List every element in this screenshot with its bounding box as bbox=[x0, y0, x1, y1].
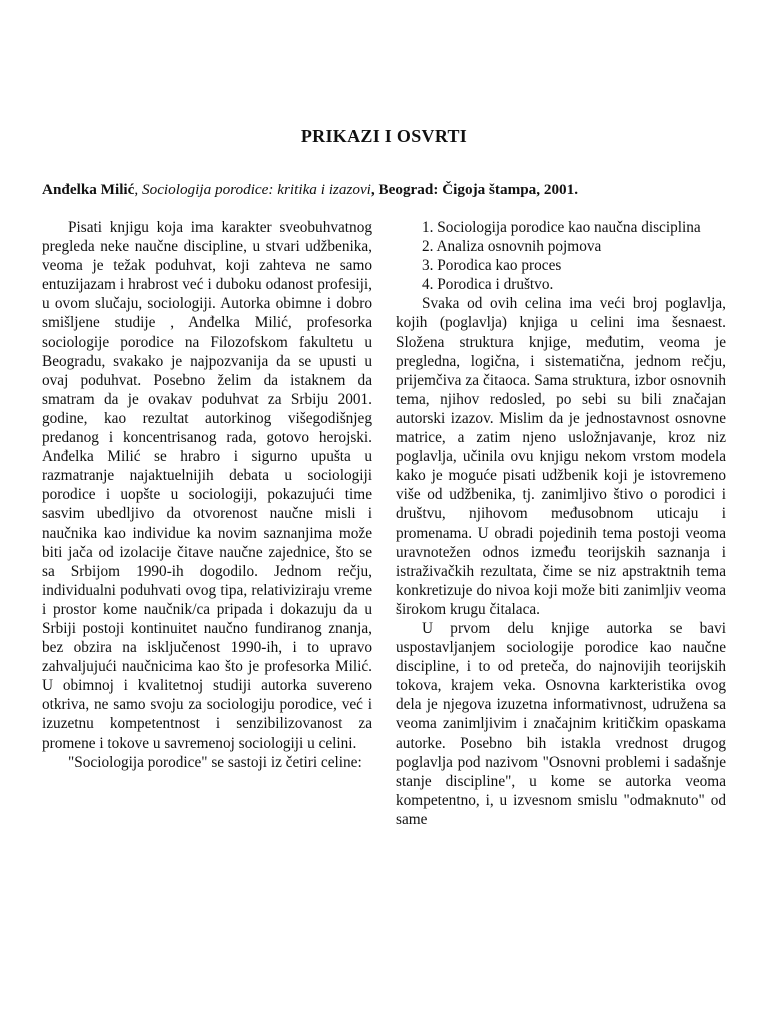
paragraph: Pisati knjigu koja ima karakter sveobuhvatnog pregleda neke naučne discipline, u stvari udžbenika, veoma je težak poduhvat, koji zahteva ne samo entuzijazam i hrabrost već i duboku odanost profesiji, u ovom slučaju, sociologiji. Autorka obimne i dobro smišljene studije , Anđelka Milić, profesorka sociologije porodice na Filozofskom fakultetu u Beogradu, svakako je najpozvanija da se upusti u ovaj poduhvat. Posebno želim da istaknem da smatram da je ovakav poduhvat za Srbiju 2001. godine, kao rezultat autorkinog višegodišnjeg predanog i koncentrisanog rada, gotovo herojski. Anđelka Milić se hrabro i sigurno upušta u razmatranje najaktuelnijih debata u sociologiji porodice i uopšte u sociologiji, pokazujući time sasvim ubedljivo da otvorenost naučne misli i naučnika kao individue ka novim saznanjima može biti jača od izolacije čitave naučne zajednice, što se sa Srbijom 1990-ih dogodilo. Jednom rečju, individualni poduhvati ovog tipa, relativiziraju vreme i prostor kome naučnik/ca pripada i dokazuju da u Srbiji postoji kontinuitet naučno fundiranog znanja, bez obzira na isključenost 1990-ih, i to upravo zahvaljujući naučnicima kao što je profesorka Milić. U obimnoj i kvalitetnoj studiji autorka suvereno otkriva, ne samo svoju za sociologiju porodice, već i izuzetnu kompetentnost i senzibilizovanost za promene i tokove u savremenoj sociologiji u celini. bbox=[42, 219, 372, 752]
book-citation bbox=[42, 180, 728, 200]
left-column bbox=[42, 218, 372, 772]
right-column bbox=[396, 218, 726, 829]
paragraph: U prvom delu knjige autorka se bavi uspostavljanjem sociologije porodice kao naučne discipline, i to od preteča, do najnovijih teorijskih tokova, krajem veka. Osnovna karkteristika ovog dela je njegova izuzetna informativnost, udružena sa veoma zanimljivim i značajnim kritičkim opaskama autorke. Posebno bih istakla vrednost drugog poglavlja pod nazivom "Osnovni problemi i sadašnje stanje discipline", u kome se autorka veoma kompetentno, i, u izvesnom smislu "odmaknuto" od same bbox=[396, 619, 726, 828]
list-item: 4. Porodica i društvo. bbox=[422, 276, 554, 294]
paragraph: "Sociologija porodice" se sastoji iz četiri celine: bbox=[68, 753, 362, 771]
citation-separator: , bbox=[134, 181, 142, 198]
paragraph: Svaka od ovih celina ima veći broj poglavlja, kojih (poglavlja) knjiga u celini ima šesnaest. Složena struktura knjige, međutim, veoma je pregledna, logična, i sistematična, jednom rečju, prijemčiva za čitaoca. Sama struktura, izbor osnovnih tema, njihov redosled, po sebi su bili značajan autorski izazov. Mislim da je jednostavnost osnovne matrice, a zatim njeno usložnjavanje, kroz niz poglavlja, učinila ovu knjigu nekom vrstom modela kako je moguće pisati udžbenik koji je istovremeno više od udžbenika, tj. zanimljivo štivo o porodici i društvu, njihovom međusobnom uticaju i promenama. U obradi pojedinih tema postoji veoma uravnotežen odnos između teorijskih saznanja i istraživačkih rezultata, čime se niz apstraktnih tema konkretizuje do nivoa koji može biti zanimljiv veoma širokom krugu čitalaca. bbox=[396, 295, 726, 618]
citation-publisher: , Beograd: Čigoja štampa, 2001. bbox=[370, 181, 579, 198]
list-item: 3. Porodica kao proces bbox=[422, 257, 562, 275]
list-item: 2. Analiza osnovnih pojmova bbox=[422, 238, 602, 256]
citation-book-title: Sociologija porodice: kritika i izazovi bbox=[142, 181, 371, 198]
list-item: 1. Sociologija porodice kao naučna disciplina bbox=[422, 219, 701, 236]
page-title: PRIKAZI I OSVRTI bbox=[300, 126, 468, 146]
citation-author: Anđelka Milić bbox=[42, 181, 135, 198]
